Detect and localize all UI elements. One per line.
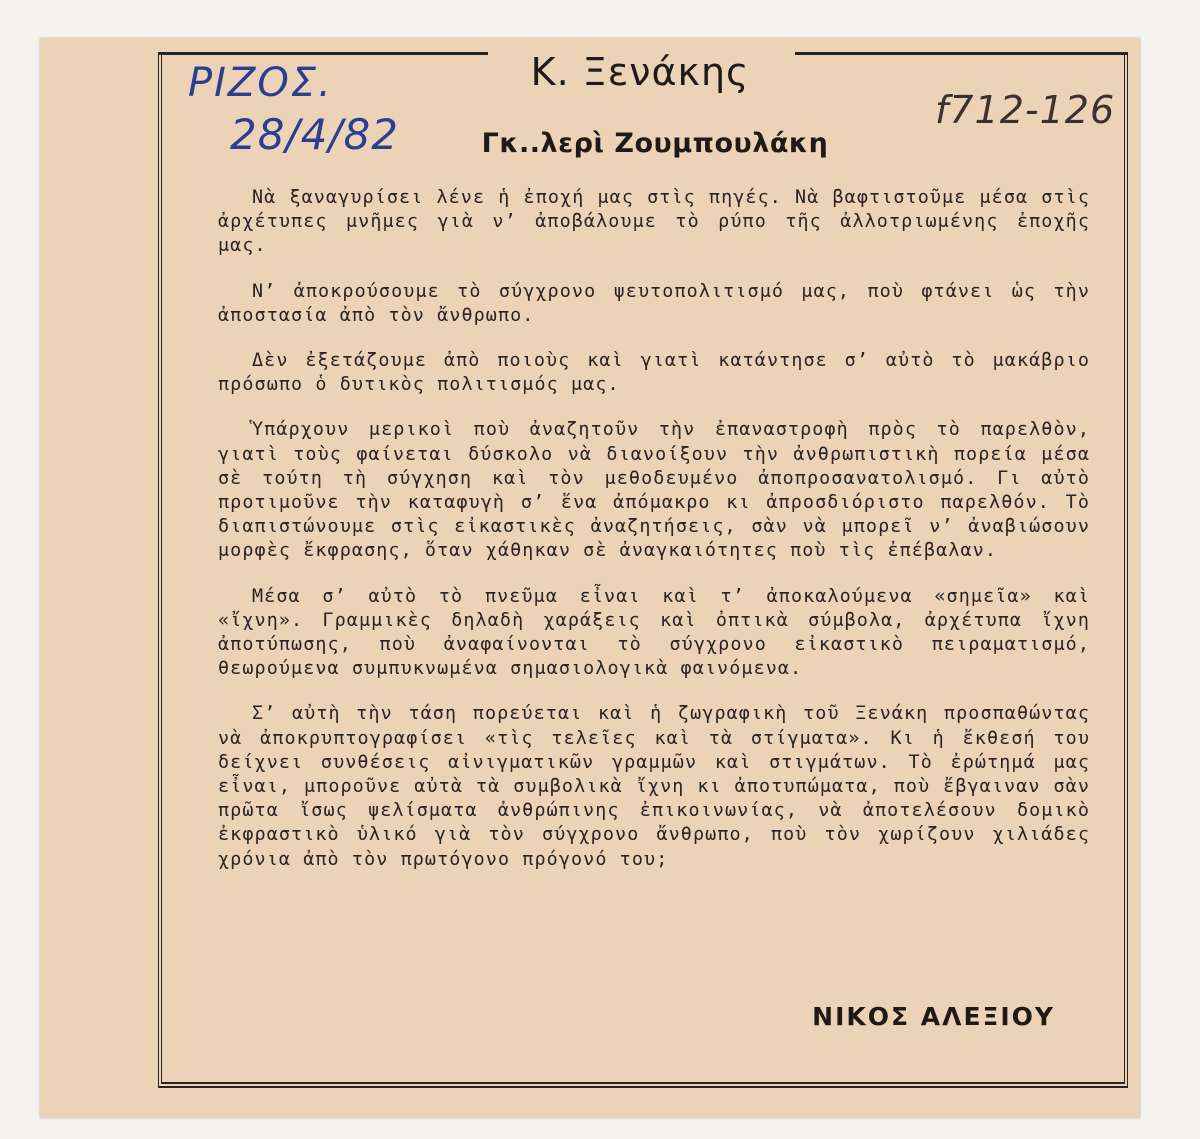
author-signature: ΝΙΚΟΣ ΑΛΕΞΙΟΥ (812, 1002, 1055, 1031)
article-body (218, 186, 1090, 893)
handwritten-source-note: ΡΙΖΟΣ. (188, 60, 333, 106)
article-subheadline: Γκ..λερὶ Ζουμπουλάκη (481, 128, 829, 159)
handwritten-reference-note: f712-126 (935, 88, 1116, 132)
article-paragraph: Ὑπάρχουν μερικοὶ ποὺ ἀναζητοῦν τὴν ἐπαναστροφὴ πρὸς τὸ παρελθὸν, γιατὶ τοὺς φαίνεται δύσκολο νὰ διανοίξουν τὴν ἀνθρωπιστικὴ πορεία μέσα σὲ τούτη τὴ σύγχηση καὶ τὸν μεθοδευμένο ἀποπροσανατολισμό. Γι αὐτὸ προτιμοῦνε τὴν καταφυγὴ σ’ ἕνα ἀπόμακρο κι ἀπροσδιόριστο παρελθόν. Τὸ διαπιστώνουμε στὶς εἰκαστικὲς ἀναζητήσεις, σὰν νὰ μπορεῖ ν’ ἀναβιώσουν μορφὲς ἔκφρασης, ὅταν χάθηκαν σὲ ἀναγκαιότητες ποὺ τὶς ἐπέβαλαν. (218, 419, 1090, 562)
article-paragraph: Σ’ αὐτὴ τὴν τάση πορεύεται καὶ ἡ ζωγραφικὴ τοῦ Ξενάκη προσπαθώντας νὰ ἀποκρυπτογραφίσει «τὶς τελεῖες καὶ τὰ στίγματα». Κι ἡ ἔκθεσή του δείχνει συνθέσεις αἰνιγματικῶν γραμμῶν καὶ στιγμάτων. Τὸ ἐρώτημά μας εἶναι, μποροῦνε αὐτὰ τὰ συμβολικὰ ἴχνη κι ἀποτυπώματα, ποὺ ἔβγαιναν σὰν πρῶτα ἴσως ψελίσματα ἀνθρώπινης ἐπικοινωνίας, νὰ ἀποτελέσουν δομικὸ ἐκφραστικὸ ὑλικό γιὰ τὸν σύγχρονο ἄνθρωπο, ποὺ τὸν χωρίζουν χιλιάδες χρόνια ἀπὸ τὸν πρωτόγονο πρόγονό του; (218, 703, 1090, 870)
handwritten-date-note: 28/4/82 (230, 110, 399, 159)
article-headline: Κ. Ξενάκης (530, 50, 750, 94)
article-paragraph: Νὰ ξαναγυρίσει λένε ἡ ἐποχή μας στὶς πηγές. Νὰ βαφτιστοῦμε μέσα στὶς ἀρχέτυπες μνῆμες γιὰ ν’ ἀποβάλουμε τὸ ρύπο τῆς ἀλλοτριωμένης ἐποχῆς μας. (218, 187, 1090, 257)
article-paragraph: Μέσα σ’ αὐτὸ τὸ πνεῦμα εἶναι καὶ τ’ ἀποκαλούμενα «σημεῖα» καὶ «ἴχνη». Γραμμικὲς δηλαδὴ χαράξεις καὶ ὀπτικὰ σύμβολα, ἀρχέτυπα ἴχνη ἀποτύπωσης, ποὺ ἀναφαίνονται τὸ σύγχρονο εἰκαστικὸ πειραματισμό, θεωρούμενα συμπυκνωμένα σημασιολογικὰ φαινόμενα. (218, 585, 1090, 680)
article-paragraph: Δὲν ἐξετάζουμε ἀπὸ ποιοὺς καὶ γιατὶ κατάντησε σ’ αὐτὸ τὸ μακάβριο πρόσωπο ὁ δυτικὸς πολιτισμός μας. (218, 350, 1090, 396)
article-paragraph: Ν’ ἀποκρούσουμε τὸ σύγχρονο ψευτοπολιτισμό μας, ποὺ φτάνει ὡς τὴν ἀποστασία ἀπὸ τὸν ἄνθρωπο. (218, 280, 1090, 326)
